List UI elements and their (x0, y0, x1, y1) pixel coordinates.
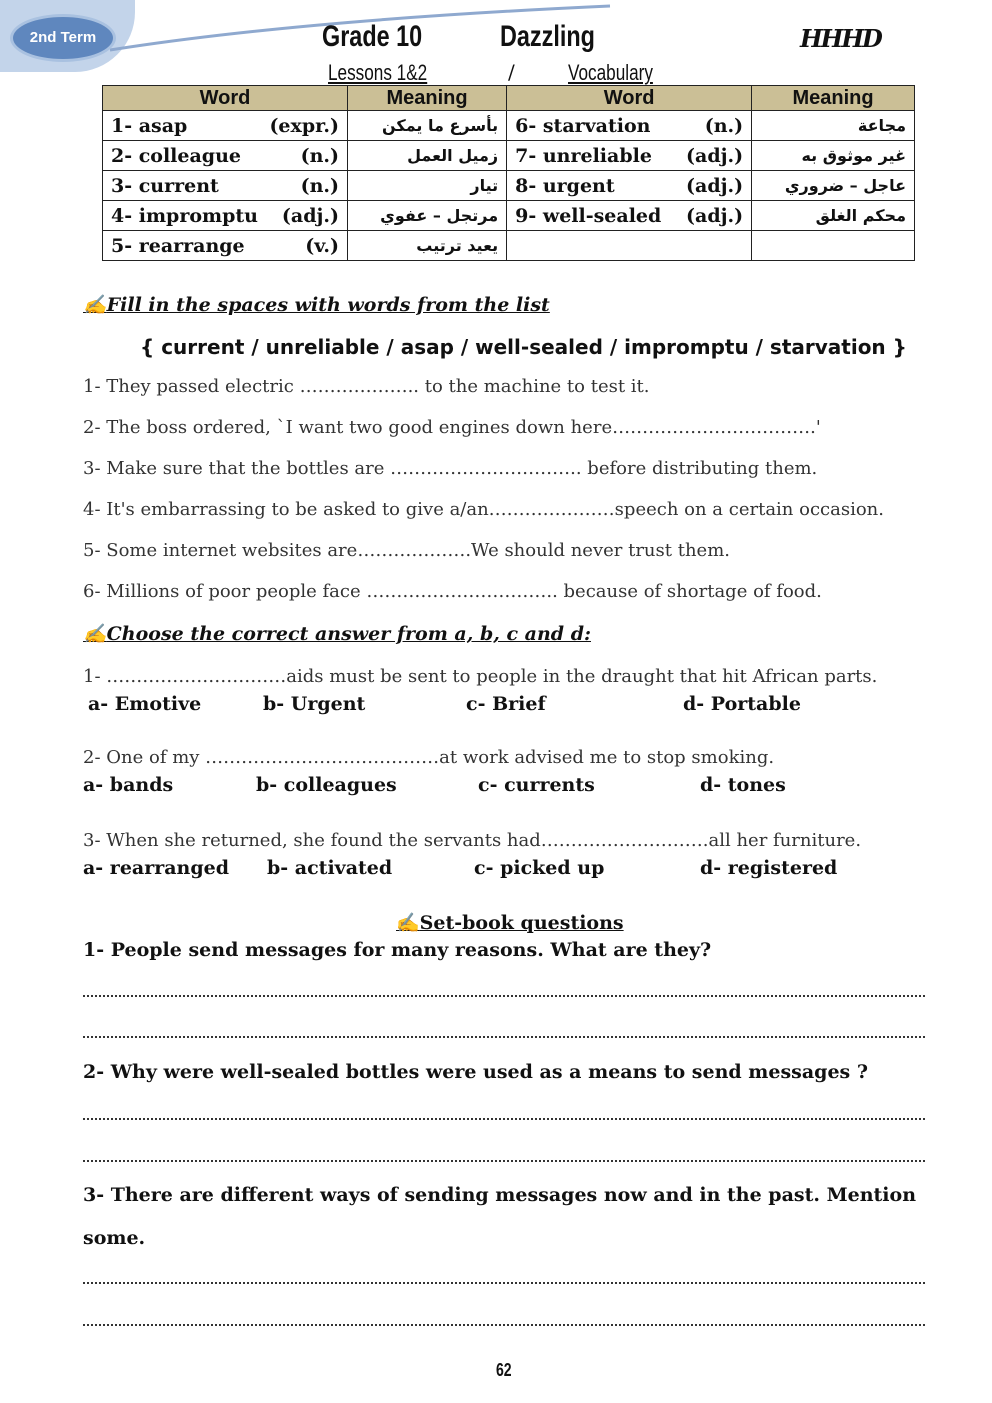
meaning-cell: محكم الغلق (752, 201, 915, 231)
word-cell (103, 201, 348, 231)
mcq-question: 1- …………………………aids must be sent to people in the draught that hit African parts. (83, 666, 878, 687)
table-row (103, 231, 915, 261)
mcq-option: a- bands (83, 774, 174, 796)
mcq-question: 3- When she returned, she found the servants had……………………….all her furniture. (83, 830, 862, 851)
word: 5- rearrange (111, 234, 245, 257)
fill-item: 3- Make sure that the bottles are ………………………….. before distributing them. (83, 458, 818, 479)
word-cell (103, 231, 348, 261)
mcq-option: d- Portable (683, 693, 801, 715)
fill-item: 4- It's embarrassing to be asked to give a/an…………………speech on a certain occasion. (83, 499, 884, 520)
word-list: { current / unreliable / asap / well-sealed / impromptu / starvation } (140, 335, 907, 359)
part-of-speech: (n.) (704, 114, 744, 137)
setbook-question: 2- Why were well-sealed bottles were used as a means to send messages ? (83, 1061, 868, 1083)
word: 8- urgent (515, 174, 615, 197)
word-cell (103, 171, 348, 201)
word-cell (507, 111, 752, 141)
answer-line[interactable] (83, 995, 925, 997)
setbook-question: 1- People send messages for many reasons. What are they? (83, 939, 712, 961)
word-cell (507, 201, 752, 231)
mcq-option: c- Brief (466, 693, 546, 715)
subtitle-separator: / (508, 60, 515, 84)
column-header: Word (507, 86, 752, 111)
word-cell (103, 111, 348, 141)
column-header: Meaning (752, 86, 915, 111)
meaning-cell: زميل العمل (348, 141, 507, 171)
part-of-speech: (n.) (300, 144, 339, 167)
vocabulary-subtitle: Vocabulary (568, 60, 653, 85)
word-cell (507, 171, 752, 201)
vocabulary-table (102, 85, 915, 261)
fill-item: 2- The boss ordered, `I want two good engines down here…………………………….' (83, 417, 821, 438)
part-of-speech: (adj.) (281, 204, 339, 227)
part-of-speech: (v.) (305, 234, 339, 257)
signature-logo: HHHD (800, 24, 881, 53)
part-of-speech: (adj.) (686, 174, 744, 197)
term-badge: 2nd Term (10, 14, 116, 62)
meaning-cell: عاجل – ضروري (752, 171, 915, 201)
word: 4- impromptu (111, 204, 258, 227)
mcq-question: 2- One of my …………………………………at work advised me to stop smoking. (83, 747, 775, 768)
part-of-speech: (adj.) (686, 144, 744, 167)
word: 7- unreliable (515, 144, 652, 167)
word-cell (103, 141, 348, 171)
answer-line[interactable] (83, 1324, 925, 1326)
setbook-title-text: Set-book questions (419, 912, 624, 934)
fill-item: 6- Millions of poor people face ………………………….. because of shortage of food. (83, 581, 822, 602)
mcq-option: a- Emotive (88, 693, 202, 715)
word: 9- well-sealed (515, 204, 662, 227)
mcq-option: d- tones (700, 774, 786, 796)
meaning-cell: غير موثوق به (752, 141, 915, 171)
choose-title-text: Choose the correct answer from a, b, c and d: (106, 623, 591, 645)
mcq-option: b- Urgent (263, 693, 366, 715)
grade-title: Grade 10 (322, 20, 423, 53)
setbook-question: 3- There are different ways of sending messages now and in the past. Mention (83, 1184, 917, 1206)
meaning-cell: يعيد ترتيب (348, 231, 507, 261)
page-number: 62 (496, 1360, 512, 1380)
mcq-option: c- picked up (474, 857, 605, 879)
table-row (103, 141, 915, 171)
mcq-option: b- colleagues (256, 774, 397, 796)
setbook-section-title: ✍Set-book questions (396, 912, 624, 934)
word: 1- asap (111, 114, 188, 137)
column-header: Meaning (348, 86, 507, 111)
word: 6- starvation (515, 114, 651, 137)
mcq-option: b- activated (267, 857, 393, 879)
word-cell (507, 141, 752, 171)
word: 2- colleague (111, 144, 241, 167)
mcq-option: d- registered (700, 857, 838, 879)
meaning-cell: تيار (348, 171, 507, 201)
column-header: Word (103, 86, 348, 111)
book-title: Dazzling (500, 20, 595, 53)
answer-line[interactable] (83, 1160, 925, 1162)
answer-line[interactable] (83, 1036, 925, 1038)
answer-line[interactable] (83, 1118, 925, 1120)
fill-title-text: Fill in the spaces with words from the list (106, 294, 550, 316)
mcq-option: a- rearranged (83, 857, 230, 879)
fill-section-title: ✍Fill in the spaces with words from the list (83, 294, 550, 316)
fill-item: 5- Some internet websites are……………….We should never trust them. (83, 540, 730, 561)
word-cell (507, 231, 752, 261)
table-row (103, 111, 915, 141)
answer-line[interactable] (83, 1282, 925, 1284)
part-of-speech: (n.) (300, 174, 339, 197)
meaning-cell: مرتجل – عفوي (348, 201, 507, 231)
meaning-cell (752, 231, 915, 261)
table-row (103, 201, 915, 231)
setbook-question-continued: some. (83, 1227, 146, 1249)
meaning-cell: بأسرع ما يمكن (348, 111, 507, 141)
lessons-subtitle: Lessons 1&2 (328, 60, 428, 85)
meaning-cell: مجاعة (752, 111, 915, 141)
table-row (103, 171, 915, 201)
mcq-option: c- currents (478, 774, 595, 796)
part-of-speech: (expr.) (269, 114, 339, 137)
table-header-row (103, 86, 915, 111)
word: 3- current (111, 174, 219, 197)
fill-item: 1- They passed electric ……………….. to the machine to test it. (83, 376, 650, 397)
choose-section-title: ✍Choose the correct answer from a, b, c and d: (83, 623, 591, 645)
part-of-speech: (adj.) (686, 204, 744, 227)
